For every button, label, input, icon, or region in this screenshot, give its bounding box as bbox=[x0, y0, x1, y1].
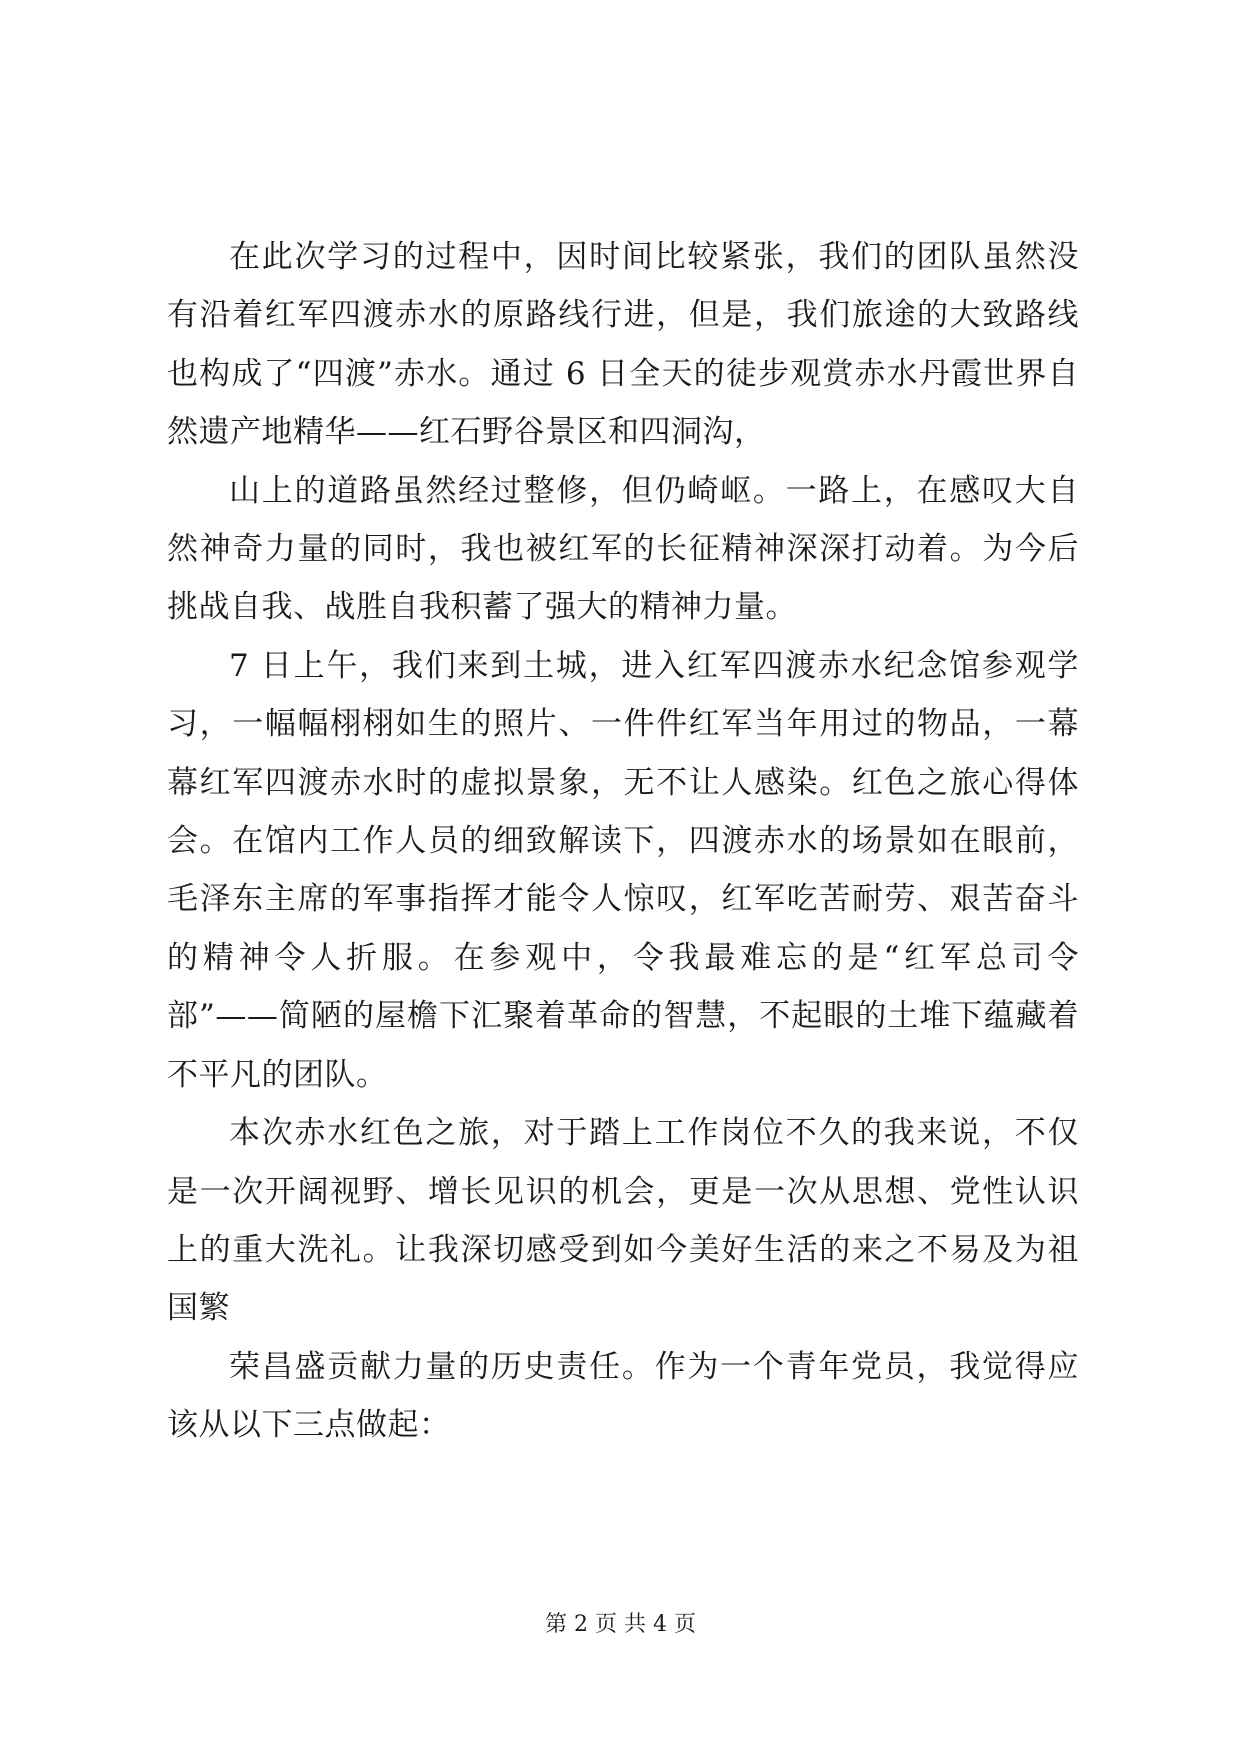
document-body bbox=[167, 228, 1079, 1455]
paragraph-2: 山上的道路虽然经过整修，但仍崎岖。一路上，在感叹大自然神奇力量的同时，我也被红军的长征精神深深打动着。为今后挑战自我、战胜自我积蓄了强大的精神力量。 bbox=[167, 472, 1079, 626]
paragraph-5: 荣昌盛贡献力量的历史责任。作为一个青年党员，我觉得应该从以下三点做起： bbox=[167, 1348, 1079, 1444]
page-number-footer: 第 2 页 共 4 页 bbox=[545, 1612, 696, 1637]
paragraph-1: 在此次学习的过程中，因时间比较紧张，我们的团队虽然没有沿着红军四渡赤水的原路线行进，但是，我们旅途的大致路线也构成了“四渡”赤水。通过 6 日全天的徒步观赏赤水丹霞世界自然遗产地精华——红石野谷景区和四洞沟， bbox=[167, 239, 1079, 451]
paragraph-3: 7 日上午，我们来到土城，进入红军四渡赤水纪念馆参观学习，一幅幅栩栩如生的照片、一件件红军当年用过的物品，一幕幕红军四渡赤水时的虚拟景象，无不让人感染。红色之旅心得体会。在馆内工作人员的细致解读下，四渡赤水的场景如在眼前，毛泽东主席的军事指挥才能令人惊叹，红军吃苦耐劳、艰苦奋斗的精神令人折服。在参观中，令我最难忘的是“红军总司令部”——简陋的屋檐下汇聚着革命的智慧，不起眼的土堆下蕴藏着不平凡的团队。 bbox=[167, 647, 1079, 1093]
paragraph-4: 本次赤水红色之旅，对于踏上工作岗位不久的我来说，不仅是一次开阔视野、增长见识的机会，更是一次从思想、党性认识上的重大洗礼。让我深切感受到如今美好生活的来之不易及为祖国繁 bbox=[167, 1115, 1079, 1327]
